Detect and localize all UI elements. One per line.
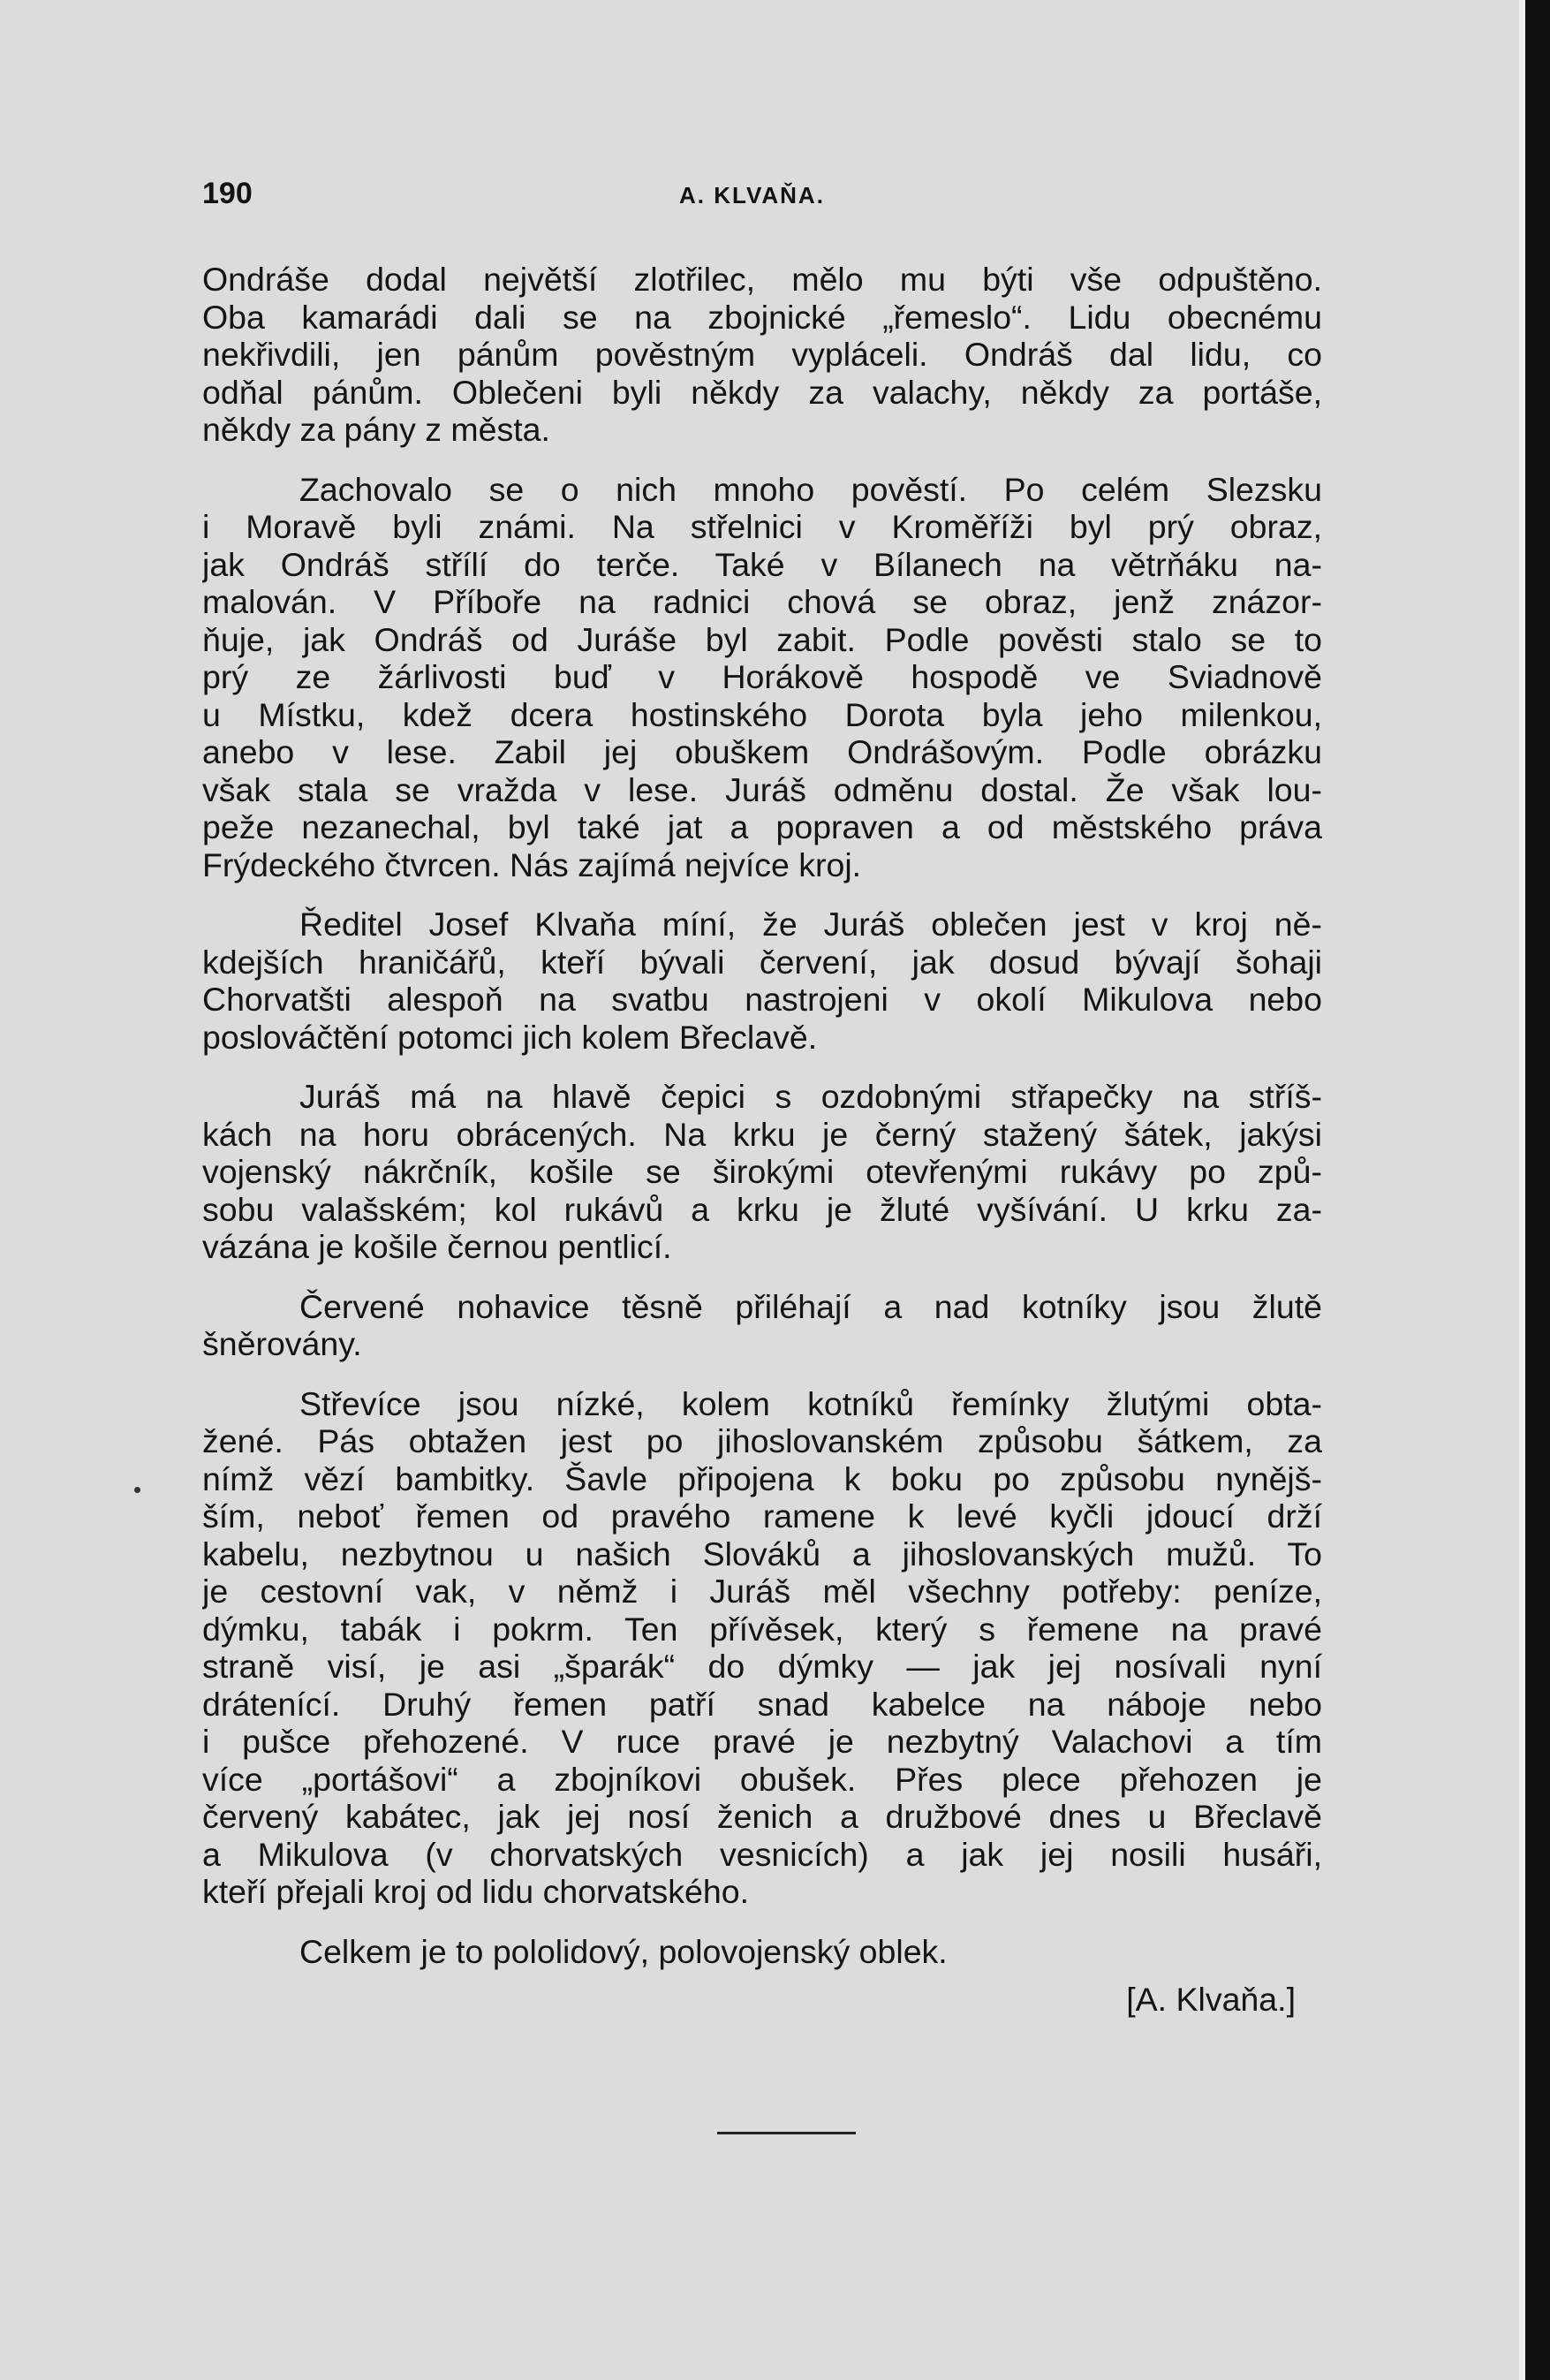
text-line: však stala se vražda v lese. Juráš odměnu dostal. Že však lou- bbox=[202, 770, 1322, 808]
text-line: u Místku, kdež dcera hostinského Dorota byla jeho milenkou, bbox=[202, 695, 1322, 733]
scan-border-edge bbox=[1519, 0, 1525, 2380]
text-line: kteří přejali kroj od lidu chorvatského. bbox=[202, 1873, 750, 1910]
text-line: malován. V Příboře na radnici chová se obraz, jenž znázor- bbox=[202, 583, 1322, 620]
running-head: A. KLVAŇA. bbox=[679, 182, 825, 208]
text-line: ňuje, jak Ondráš od Juráše byl zabit. Podle pověsti stalo se to bbox=[202, 620, 1322, 658]
text-line: straně visí, je asi „šparák“ do dýmky — jak jej nosívali nyní bbox=[202, 1648, 1322, 1685]
text-line: Chorvatšti alespoň na svatbu nastrojeni v okolí Mikulova nebo bbox=[202, 981, 1322, 1018]
paragraph bbox=[202, 261, 1322, 449]
text-line: Celkem je to pololidový, polovojenský oblek. bbox=[299, 1932, 948, 1970]
text-line: vázána je košile černou pentlicí. bbox=[202, 1228, 672, 1265]
text-line: Frýdeckého čtvrcen. Nás zajímá nejvíce kroj. bbox=[202, 845, 862, 883]
text-line: anebo v lese. Zabil jej obuškem Ondrášovým. Podle obrázku bbox=[202, 733, 1322, 770]
paragraph bbox=[202, 1078, 1322, 1266]
closing-rule bbox=[717, 2132, 856, 2134]
text-line: Střevíce jsou nízké, kolem kotníků řemínky žlutými obta- bbox=[299, 1384, 1322, 1422]
text-line: nekřivdili, jen pánům pověstným vypláceli. Ondráš dal lidu, co bbox=[202, 336, 1322, 373]
text-line: prý ze žárlivosti buď v Horákově hospodě ve Sviadnově bbox=[202, 658, 1322, 695]
text-line: šněrovány. bbox=[202, 1325, 362, 1362]
text-line: odňal pánům. Oblečeni byli někdy za valachy, někdy za portáše, bbox=[202, 373, 1322, 411]
text-line: Ondráše dodal největší zlotřilec, mělo mu býti vše odpuštěno. bbox=[202, 261, 1322, 298]
paragraph bbox=[202, 1933, 1322, 1971]
text-line: žené. Pás obtažen jest po jihoslovanském způsobu šátkem, za bbox=[202, 1422, 1322, 1459]
text-line: i pušce přehozené. V ruce pravé je nezbytný Valachovi a tím bbox=[202, 1723, 1322, 1760]
text-line: i Moravě byli známi. Na střelnici v Kroměříži byl prý obraz, bbox=[202, 508, 1322, 545]
text-line: dýmku, tabák i pokrm. Ten přívěsek, který s řemene na pravé bbox=[202, 1610, 1322, 1648]
text-line: kách na horu obrácených. Na krku je černý stažený šátek, jakýsi bbox=[202, 1115, 1322, 1153]
author-signature: [A. Klvaňa.] bbox=[1126, 1981, 1296, 2018]
paragraph bbox=[202, 906, 1322, 1056]
page-number: 190 bbox=[202, 177, 253, 210]
text-line: kdejších hraničářů, kteří bývali červení, jak dosud bývají šohaji bbox=[202, 943, 1322, 981]
text-line: vojenský nákrčník, košile se širokými otevřenými rukávy po způ- bbox=[202, 1153, 1322, 1190]
text-line: Zachovalo se o nich mnoho pověstí. Po celém Slezsku bbox=[299, 470, 1322, 508]
text-line: jak Ondráš střílí do terče. Také v Bílanech na větrňáku na- bbox=[202, 545, 1322, 583]
text-line: Ředitel Josef Klvaňa míní, že Juráš oblečen jest v kroj ně- bbox=[299, 906, 1322, 943]
paragraph bbox=[202, 1288, 1322, 1363]
text-line: Červené nohavice těsně přiléhají a nad kotníky jsou žlutě bbox=[299, 1287, 1322, 1325]
text-line: poslováčtění potomci jich kolem Břeclavě. bbox=[202, 1018, 818, 1056]
paragraph bbox=[202, 1385, 1322, 1911]
text-line: Juráš má na hlavě čepici s ozdobnými střapečky na stříš- bbox=[299, 1078, 1322, 1115]
text-line: drátenící. Druhý řemen patří snad kabelce na náboje nebo bbox=[202, 1685, 1322, 1723]
article-body bbox=[202, 261, 1322, 2019]
text-line: Oba kamarádi dali se na zbojnické „řemeslo“. Lidu obecnému bbox=[202, 298, 1322, 336]
text-line: ším, neboť řemen od pravého ramene k levé kyčli jdoucí drží bbox=[202, 1497, 1322, 1535]
page-header bbox=[202, 177, 1324, 221]
text-line: je cestovní vak, v němž i Juráš měl všechny potřeby: peníze, bbox=[202, 1573, 1322, 1610]
text-line: někdy za pány z města. bbox=[202, 411, 550, 448]
print-speck bbox=[134, 1487, 140, 1493]
text-line: více „portášovi“ a zbojníkovi obušek. Přes plece přehozen je bbox=[202, 1760, 1322, 1798]
text-line: červený kabátec, jak jej nosí ženich a družbové dnes u Břeclavě bbox=[202, 1798, 1322, 1835]
paragraph bbox=[202, 471, 1322, 884]
text-line: sobu valašském; kol rukávů a krku je žluté vyšívání. U krku za- bbox=[202, 1190, 1322, 1228]
text-line: a Mikulova (v chorvatských vesnicích) a jak jej nosili husáři, bbox=[202, 1835, 1322, 1873]
text-line: peže nezanechal, byl také jat a popraven a od městského práva bbox=[202, 808, 1322, 845]
text-line: kabelu, nezbytnou u našich Slováků a jihoslovanských mužů. To bbox=[202, 1535, 1322, 1573]
scan-border bbox=[1519, 0, 1550, 2380]
text-line: nímž vězí bambitky. Šavle připojena k boku po způsobu nynějš- bbox=[202, 1459, 1322, 1497]
